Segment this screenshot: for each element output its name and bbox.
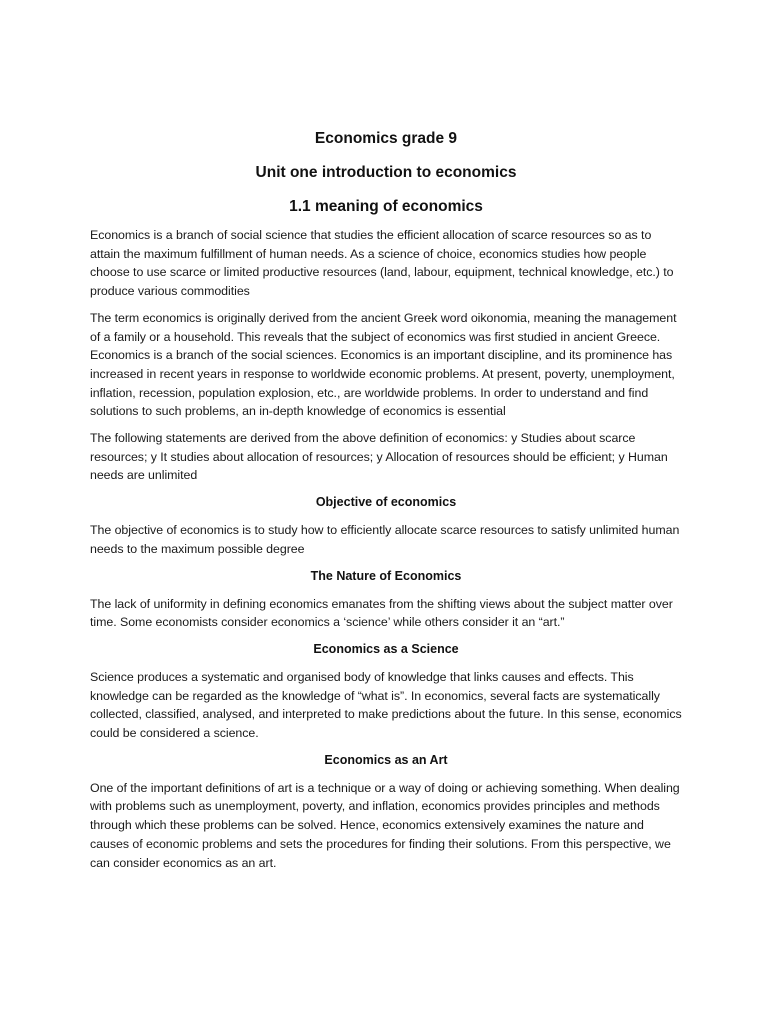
- paragraph-definition: Economics is a branch of social science that studies the efficient allocation of scarce resources so as to attain the maximum fulfillment of human needs. As a science of choice, economics studies how people choose to use scarce or limited productive resources (land, labour, equipment, technical knowledge, etc.) to produce various commodities: [90, 228, 674, 299]
- document-title: Economics grade 9: [314, 130, 458, 147]
- section-title: 1.1 meaning of economics: [289, 198, 483, 215]
- document-page: [90, 128, 682, 880]
- nature-heading: The Nature of Economics: [310, 568, 462, 583]
- unit-title: Unit one introduction to economics: [255, 164, 517, 181]
- art-text: One of the important definitions of art is a technique or a way of doing or achieving something. When dealing with problems such as unemployment, poverty, and inflation, economics provides principles and methods through which these problems can be solved. Hence, economics extensively examines the nature and causes of economic problems and sets the procedures for finding their solutions. From this perspective, we can consider economics as an art.: [90, 780, 680, 870]
- paragraph-origin: The term economics is originally derived from the ancient Greek word oikonomia, meaning the management of a family or a household. This reveals that the subject of economics was first studied in ancient Greece. Economics is a branch of the social sciences. Economics is an important discipline, and its prominence has increased in recent years in response to worldwide economic problems. At present, poverty, unemployment, inflation, recession, population explosion, etc., are worldwide problems. In order to understand and find solutions to such problems, an in-depth knowledge of economics is essential: [90, 310, 677, 419]
- paragraph-statements: The following statements are derived from the above definition of economics: y Studies about scarce resources; y It studies about allocation of resources; y Allocation of resources should be efficient; y Human needs are unlimited: [90, 431, 668, 483]
- art-heading: Economics as an Art: [324, 752, 448, 767]
- science-text: Science produces a systematic and organised body of knowledge that links causes and effects. This knowledge can be regarded as the knowledge of “what is”. In economics, several facts are systematically collected, classified, analysed, and interpreted to make predictions about the future. In this sense, economics could be considered a science.: [90, 669, 682, 741]
- objective-text: The objective of economics is to study how to efficiently allocate scarce resources to satisfy unlimited human needs to the maximum possible degree: [90, 523, 680, 556]
- nature-text: The lack of uniformity in defining economics emanates from the shifting views about the subject matter over time. Some economists consider economics a ‘science’ while others consider it an “art.”: [90, 596, 673, 630]
- science-heading: Economics as a Science: [313, 641, 459, 656]
- objective-heading: Objective of economics: [315, 495, 457, 510]
